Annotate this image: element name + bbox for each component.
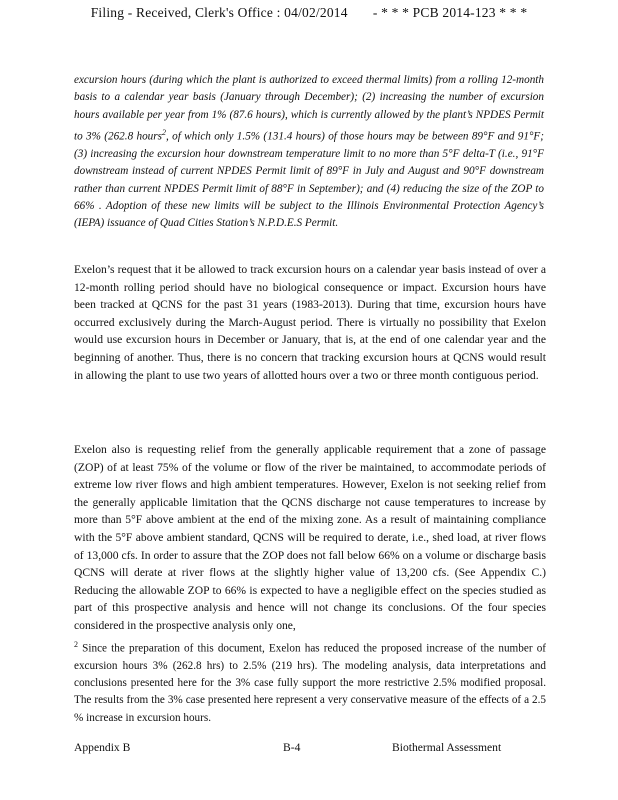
footnote-reference: 2 xyxy=(162,127,166,137)
footer-document-title: Biothermal Assessment xyxy=(392,741,502,754)
paragraph-excursion-tracking: Exelon’s request that it be allowed to track excursion hours on a calendar year basis instead of over a 12-month rolling period should have no biological consequence or impact. Excursion hours have been tracked at QCNS for the past 31 years (1983-2013). During that time, excursion hours have occurred exclusively during the March-August period. There is virtually no possibility that Exelon would use excursion hours in December or January, that is, at the end of one calendar year and the beginning of another. Thus, there is no concern that tracking excursion hours at QCNS would result in allowing the plant to use two years of allotted hours over a two or three month contiguous period. xyxy=(74,263,546,382)
footer-page-number: B-4 xyxy=(283,741,301,754)
footnote-number: 2 xyxy=(74,640,78,649)
filing-header xyxy=(0,5,618,21)
quoted-proposal xyxy=(74,72,544,232)
filing-stamp: Filing - Received, Clerk's Office : 04/02/2014 xyxy=(90,5,348,20)
footnote-text: Since the preparation of this document, Exelon has reduced the proposed increase of the number of excursion hours 3% (262.8 hrs) to 2.5% (219 hrs). The modeling analysis, data interpretations and conclusions presented here for the 3% case fully support the more restrictive 2.5% modified proposal. The results from the 3% case presented here represent a very conservative measure of the effects of a 2.5 % increase in excursion hours. xyxy=(74,642,547,724)
footnote xyxy=(74,636,546,727)
quote-text-end: , of which only 1.5% (131.4 hours) of those hours may be between 89°F and 91°F; (3) increasing the excursion hour downstream temperature limit to no more than 5°F delta-T (i.e., 91°F downstream instead of current NPDES Permit limit of 89°F in July and August and 90°F downstream rather than current NPDES Permit limit of 88°F in September); and (4) reducing the size of the ZOP to 66% . Adoption of these new limits will be subject to the Illinois Environmental Protection Agency’s (IEPA) issuance of Quad Cities Station’s N.P.D.E.S Permit. xyxy=(74,130,544,230)
paragraph-zone-of-passage: Exelon also is requesting relief from the generally applicable requirement that a zone of passage (ZOP) of at least 75% of the volume or flow of the river be maintained, to accommodate periods of extreme low river flows and high ambient temperatures. However, Exelon is not seeking relief from the generally applicable limitation that the QCNS discharge not cause temperatures to increase by more than 5°F above ambient at the end of the mixing zone. As a result of maintaining compliance with the 5°F above ambient standard, QCNS will be required to derate, i.e., shed load, at river flows of 13,000 cfs. In order to assure that the ZOP does not fall below 66% on a volume or discharge basis QCNS will derate at river flows at the slightly higher value of 13,200 cfs. (See Appendix C.) Reducing the allowable ZOP to 66% is expected to have a negligible effect on the species studied as part of this prospective analysis and hence will not change its conclusions. Of the four species considered in the prospective analysis only one, xyxy=(74,443,546,632)
footer-appendix: Appendix B xyxy=(74,741,131,754)
quote-text-start: excursion hours (during which the plant is authorized to exceed thermal limits) from a rolling 12-month basis to a calendar year basis (January through December); (2) increasing the number of excursion hours available per year from 1% (87.6 hours), which is currently allowed by the plant’s NPDES Permit to 3% (262.8 hours xyxy=(74,74,544,143)
case-number: - * * * PCB 2014-123 * * * xyxy=(372,5,528,20)
